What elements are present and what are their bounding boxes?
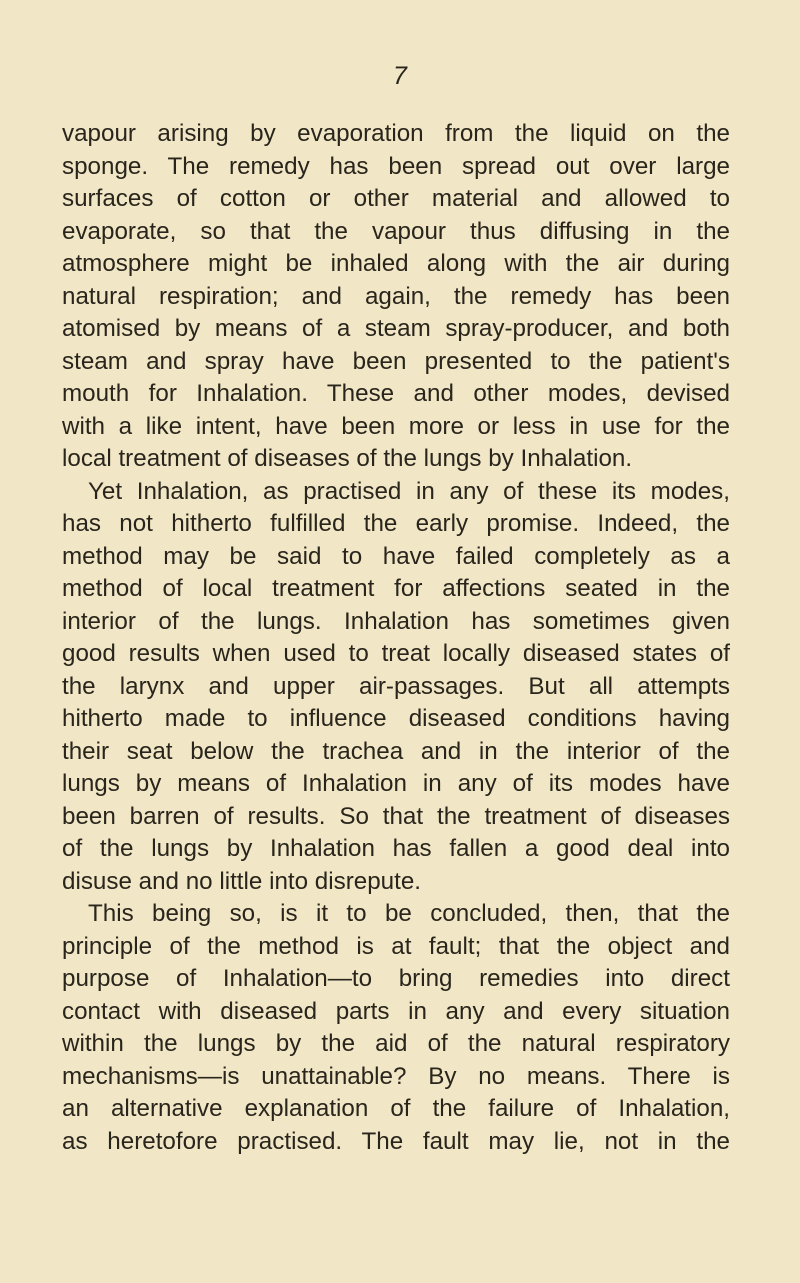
text-line: principle of the method is at fault; that the object and [62, 932, 730, 960]
text-line: atomised by means of a steam spray-producer, and both [62, 315, 730, 342]
text-line: purpose of Inhalation—to bring remedies into direct [62, 965, 730, 992]
text-line: natural respiration; and again, the remedy has been [62, 282, 730, 310]
text-line: method of local treatment for affections seated in the [62, 575, 730, 602]
text-line: surfaces of cotton or other material and allowed to [62, 185, 730, 212]
text-line: hitherto made to influence diseased conditions having [62, 705, 730, 732]
text-line: contact with diseased parts in any and every situation [62, 997, 730, 1025]
text-line: their seat below the trachea and in the interior of the [62, 737, 730, 765]
text-line: as heretofore practised. The fault may lie, not in the [62, 1127, 730, 1155]
text-line: atmosphere might be inhaled along with the air during [62, 250, 730, 277]
text-line: the larynx and upper air-passages. But all attempts [62, 672, 730, 700]
text-line: evaporate, so that the vapour thus diffusing in the [62, 217, 730, 245]
text-line: lungs by means of Inhalation in any of its modes have [62, 770, 730, 797]
text-line: good results when used to treat locally diseased states of [62, 640, 730, 667]
text-line: mouth for Inhalation. These and other modes, devised [62, 380, 730, 407]
text-line: of the lungs by Inhalation has fallen a good deal into [62, 835, 730, 862]
body-text [62, 118, 730, 1158]
text-line: interior of the lungs. Inhalation has sometimes given [62, 607, 730, 635]
text-line: Yet Inhalation, as practised in any of these its modes, [88, 477, 730, 505]
text-line: vapour arising by evaporation from the liquid on the [62, 120, 730, 147]
text-line: steam and spray have been presented to the patient's [62, 347, 730, 375]
text-line: has not hitherto fulfilled the early promise. Indeed, the [62, 510, 730, 537]
text-line: sponge. The remedy has been spread out over large [62, 152, 730, 180]
text-line: within the lungs by the aid of the natural respiratory [62, 1030, 730, 1057]
page-number: 7 [393, 62, 407, 90]
text-line: mechanisms—is unattainable? By no means. There is [62, 1062, 730, 1090]
text-line: This being so, is it to be concluded, then, that the [88, 900, 730, 927]
text-line: with a like intent, have been more or less in use for the [62, 412, 730, 440]
text-line: method may be said to have failed completely as a [62, 542, 730, 570]
text-line: local treatment of diseases of the lungs by Inhalation. [62, 445, 633, 472]
text-line: disuse and no little into disrepute. [62, 867, 422, 895]
text-line: been barren of results. So that the treatment of diseases [62, 802, 730, 830]
text-line: an alternative explanation of the failure of Inhalation, [62, 1095, 730, 1122]
